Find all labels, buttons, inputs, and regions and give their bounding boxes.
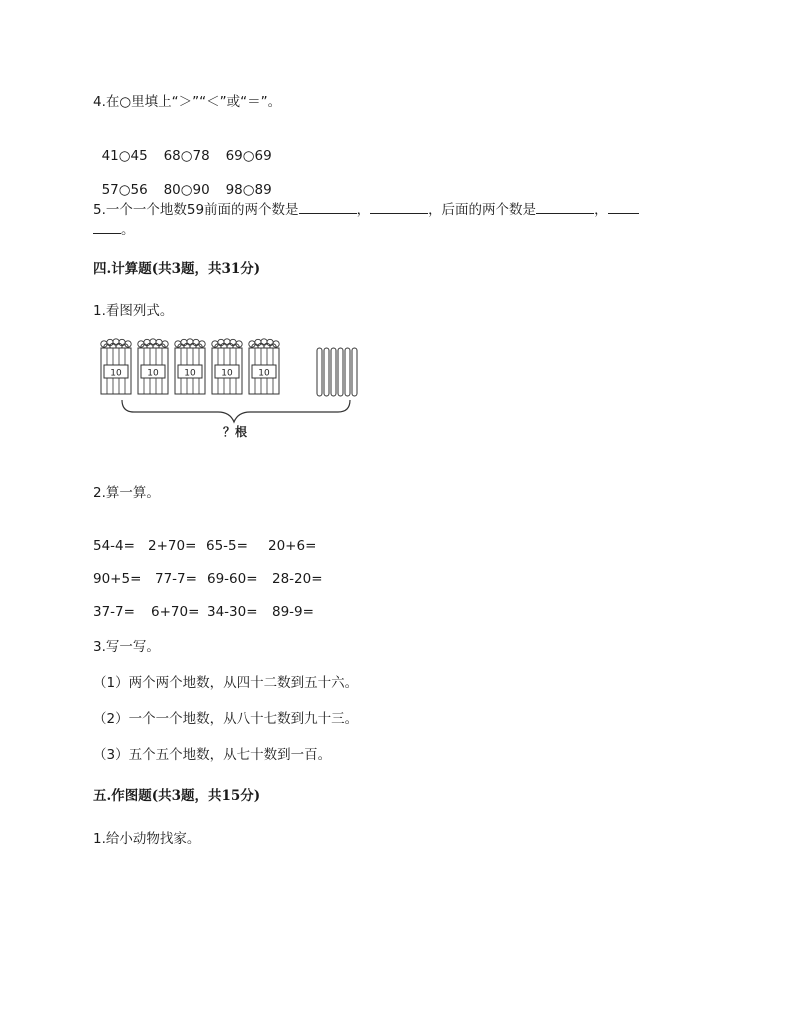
section5-title: 五.作图题(共3题，共15分): [93, 788, 261, 804]
q4-row-1: [93, 129, 272, 165]
s4-q3-item: （2）一个一个地数，从八十七数到九十三。: [93, 711, 359, 727]
calc-item: 65-5=: [206, 538, 248, 554]
loose-stick: [324, 348, 329, 396]
s4-q3-item: （3）五个五个地数，从七十数到一百。: [93, 747, 332, 763]
loose-sticks-group: [317, 348, 357, 396]
question-label: ？根: [222, 425, 248, 439]
stick-bundle: [249, 339, 279, 394]
calc-item: 90+5=: [93, 571, 142, 587]
bundle-label: 10: [110, 368, 122, 379]
brace: [122, 400, 350, 422]
s4-q3-stem: 3.写一写。: [93, 639, 160, 655]
q4-item: 68○78: [163, 148, 210, 164]
stick-bundle: [212, 339, 242, 394]
q4-stem: 4.在○里填上“＞”“＜”或“＝”。: [93, 94, 282, 110]
loose-stick: [352, 348, 357, 396]
calc-item: 77-7=: [155, 571, 197, 587]
answer-blank[interactable]: [93, 219, 121, 234]
q4-item: 98○89: [225, 182, 272, 198]
answer-blank[interactable]: [370, 199, 428, 214]
bundles-group: [101, 339, 279, 394]
calc-item: 37-7=: [93, 604, 135, 620]
q4-item: 57○56: [101, 182, 148, 198]
calc-row-1: [93, 537, 316, 555]
q4-item: 41○45: [101, 148, 148, 164]
stick-bundle: [175, 339, 205, 394]
section4-title: 四.计算题(共3题，共31分): [93, 261, 261, 277]
loose-stick: [338, 348, 343, 396]
bundle-label: 10: [184, 368, 196, 379]
s4-q1-stem: 1.看图列式。: [93, 303, 174, 319]
calc-item: 34-30=: [207, 604, 258, 620]
bundle-label: 10: [258, 368, 270, 379]
s4-q2-stem: 2.算一算。: [93, 485, 160, 501]
stick-bundle: [138, 339, 168, 394]
answer-blank[interactable]: [299, 199, 357, 214]
calc-row-2: [93, 570, 323, 588]
sticks-figure: [100, 336, 380, 446]
q5-end: 。: [121, 222, 135, 238]
calc-item: 28-20=: [272, 571, 323, 587]
calc-item: 20+6=: [268, 538, 317, 554]
bundle-label: 10: [147, 368, 159, 379]
q4-item: 69○69: [225, 148, 272, 164]
q5-comma: ，: [594, 202, 608, 218]
calc-item: 2+70=: [148, 538, 197, 554]
q5-line: [93, 199, 639, 219]
q4-item: 80○90: [163, 182, 210, 198]
q5-line-2: [93, 219, 135, 239]
loose-stick: [317, 348, 322, 396]
bundle-label: 10: [221, 368, 233, 379]
loose-stick: [345, 348, 350, 396]
s4-q3-item: （1）两个两个地数，从四十二数到五十六。: [93, 675, 359, 691]
q4-row-2: [93, 163, 272, 199]
stick-bundle: [101, 339, 131, 394]
calc-item: 6+70=: [151, 604, 200, 620]
loose-stick: [331, 348, 336, 396]
s5-q1-stem: 1.给小动物找家。: [93, 831, 201, 847]
calc-item: 54-4=: [93, 538, 135, 554]
answer-blank[interactable]: [608, 199, 639, 214]
q5-comma: ，: [356, 202, 371, 218]
q5-part2: ，后面的两个数是: [428, 202, 537, 218]
q5-part1: 5.一个一个地数59前面的两个数是: [93, 202, 299, 218]
calc-item: 89-9=: [272, 604, 314, 620]
calc-item: 69-60=: [207, 571, 258, 587]
answer-blank[interactable]: [536, 199, 594, 214]
calc-row-3: [93, 603, 314, 621]
